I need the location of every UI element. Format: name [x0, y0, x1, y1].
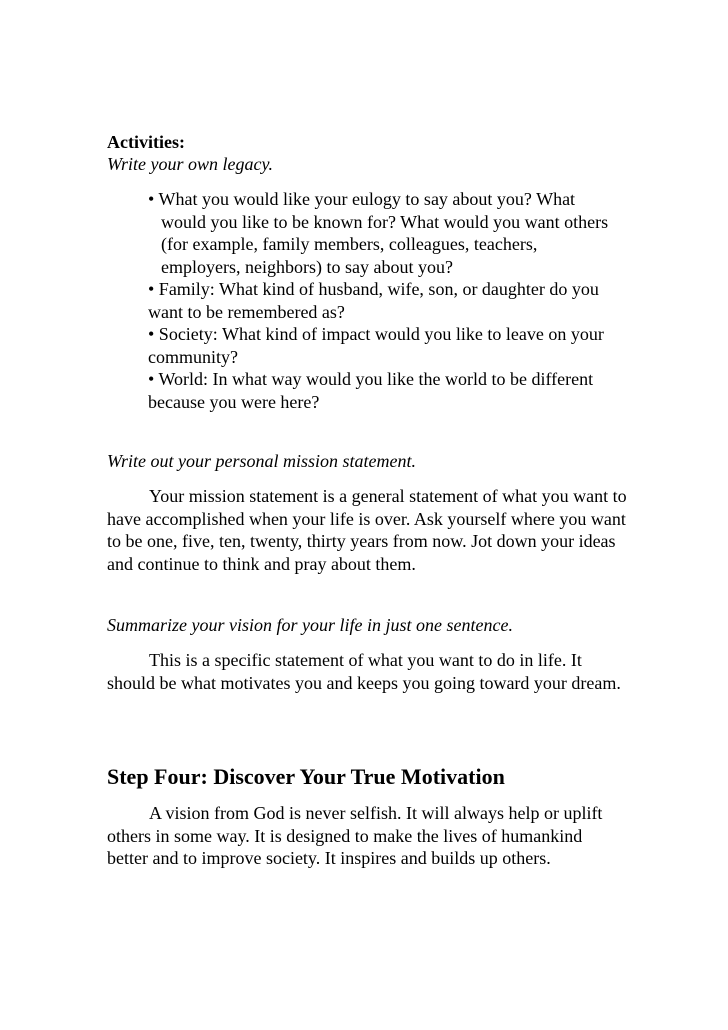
- legacy-bullet-list: [148, 188, 618, 413]
- mission-paragraph: [107, 485, 627, 575]
- step-four-body: A vision from God is never selfish. It will always help or uplift others in some way. It is designed to make the lives of humankind better and to improve society. It inspires and builds up others.: [107, 803, 603, 868]
- activities-heading: Activities:: [107, 132, 185, 152]
- step-four-paragraph: [107, 802, 627, 870]
- bullet-society: • Society: What kind of impact would you like to leave on your community?: [148, 324, 604, 367]
- bullet-family: • Family: What kind of husband, wife, son, or daughter do you want to be remembered as?: [148, 279, 599, 322]
- mission-body: Your mission statement is a general statement of what you want to have accomplished when your life is over. Ask yourself where you want to be one, five, ten, twenty, thirty years from now. Jot down your ideas and continue to think and pray about them.: [107, 486, 627, 574]
- vision-paragraph: [107, 649, 627, 694]
- bullet-world: • World: In what way would you like the world to be different because you were here?: [148, 369, 594, 412]
- legacy-prompt: Write your own legacy.: [107, 154, 273, 174]
- step-four-heading: Step Four: Discover Your True Motivation: [107, 764, 505, 789]
- bullet-eulogy: • What you would like your eulogy to say about you? What would you like to be known for? What would you want others (for example, family members, colleagues, teachers, employers, neighbors) to say about you?: [148, 189, 609, 277]
- vision-body: This is a specific statement of what you want to do in life. It should be what motivates you and keeps you going toward your dream.: [107, 650, 621, 693]
- vision-prompt: Summarize your vision for your life in just one sentence.: [107, 615, 513, 635]
- mission-prompt: Write out your personal mission statement.: [107, 451, 416, 471]
